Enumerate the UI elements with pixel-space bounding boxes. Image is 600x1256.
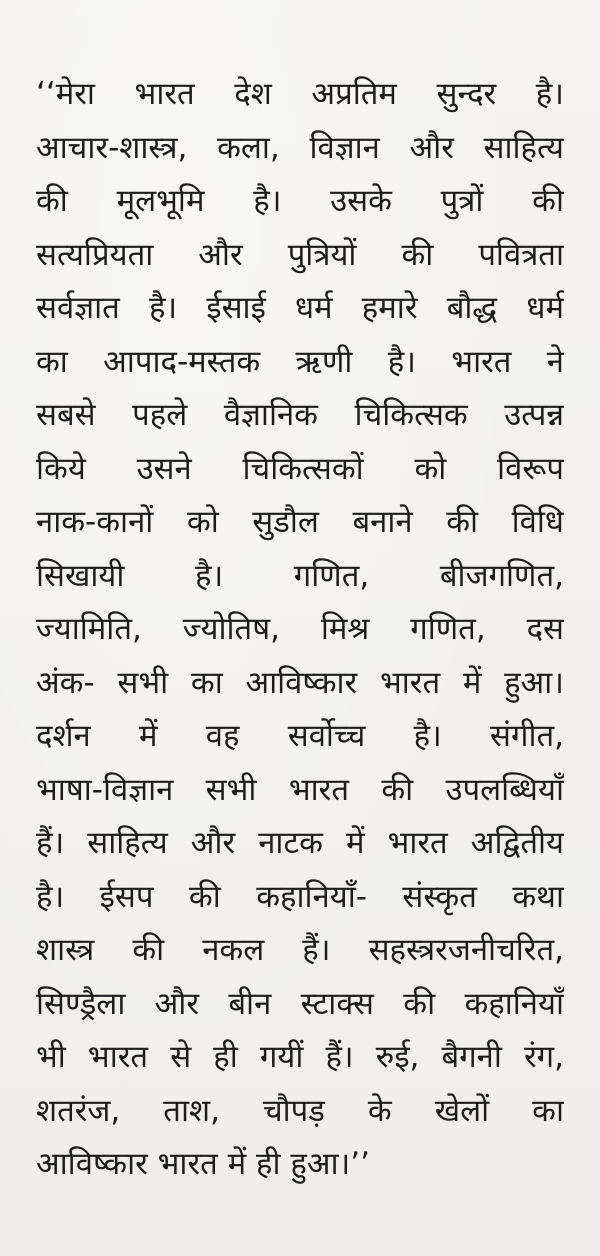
text-line: सर्वज्ञात है। ईसाई धर्म हमारे बौद्ध धर्म — [36, 290, 564, 326]
text-line: सिण्ड्रैला और बीन स्टाक्स की कहानियाँ — [36, 985, 564, 1022]
text-line: भाषा-विज्ञान सभी भारत की उपलब्धियाँ — [36, 771, 564, 808]
text-line: अंक- सभी का आविष्कार भारत में हुआ। — [36, 664, 564, 701]
text-line: शतरंज, ताश, चौपड़ के खेलों का — [36, 1092, 564, 1129]
text-line: हैं। साहित्य और नाटक में भारत अद्वितीय — [36, 825, 564, 861]
text-line: ‘‘मेरा भारत देश अप्रतिम सुन्दर है। — [36, 76, 564, 112]
text-line: दर्शन में वह सर्वोच्च है। संगीत, — [36, 718, 564, 754]
text-line: किये उसने चिकित्सकों को विरूप — [36, 450, 564, 487]
text-line: का आपाद-मस्तक ऋणी है। भारत ने — [36, 343, 564, 380]
quote-paragraph — [36, 68, 564, 1192]
text-line: सबसे पहले वैज्ञानिक चिकित्सक उत्पन्न — [36, 397, 564, 433]
text-line: शास्त्र की नकल हैं। सहस्त्ररजनीचरित, — [36, 932, 564, 968]
text-line: की मूलभूमि है। उसके पुत्रों की — [36, 183, 564, 219]
text-line: आचार-शास्त्र, कला, विज्ञान और साहित्य — [36, 129, 564, 166]
text-line: सिखायी है। गणित, बीजगणित, — [36, 557, 564, 594]
text-line: सत्यप्रियता और पुत्रियों की पवित्रता — [36, 236, 564, 273]
text-line: आविष्कार भारत में ही हुआ।’’ — [36, 1146, 371, 1182]
text-line: है। ईसप की कहानियाँ- संस्कृत कथा — [36, 878, 564, 915]
text-line: भी भारत से ही गयीं हैं। रुई, बैगनी रंग, — [36, 1039, 564, 1075]
text-line: ज्यामिति, ज्योतिष, मिश्र गणित, दस — [36, 611, 564, 647]
text-line: नाक-कानों को सुडौल बनाने की विधि — [36, 504, 564, 540]
